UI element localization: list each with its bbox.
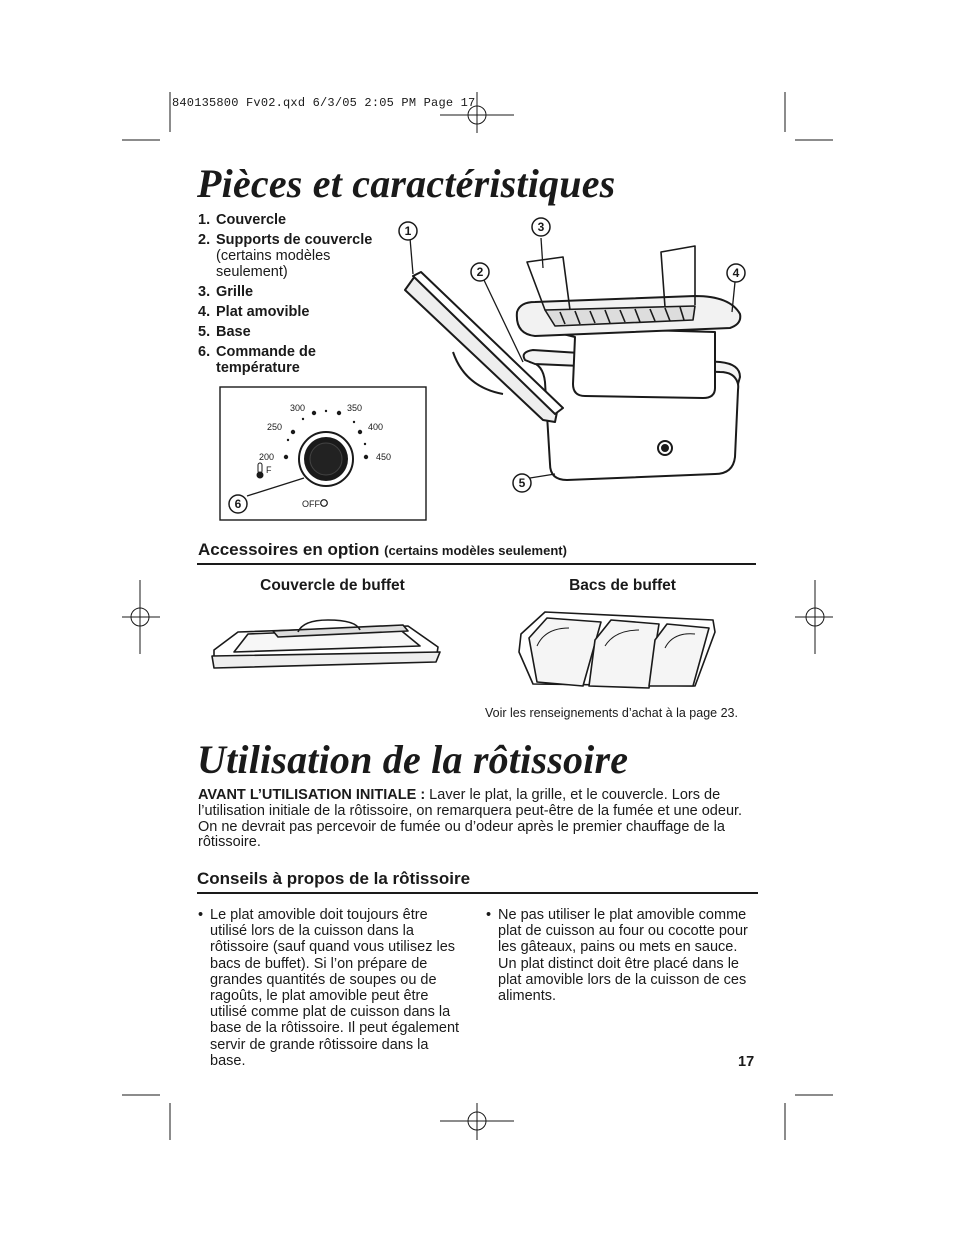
dial-tick-450: 450: [376, 452, 392, 462]
callout-4-label: 4: [732, 266, 740, 280]
temperature-dial-diagram: [219, 386, 427, 521]
dial-tick-200: 200: [259, 452, 275, 462]
dial-tick-300: 300: [290, 403, 306, 413]
parts-list-number: 1.: [198, 212, 211, 228]
tip-item-1: [198, 907, 465, 1069]
buffet-pans-illustration: [515, 610, 720, 692]
registration-mark-right: [795, 580, 833, 654]
registration-mark-bottom: [440, 1103, 514, 1140]
tip-text: Le plat amovible doit toujours être utilisé lors de la cuisson dans la rôtissoire (sauf quand vous utilisez les bacs de buffet). Si l’on prépare de grandes quantités de soupes ou de ragoûts, le plat amovible peut être utilisé comme plat de cuisson dans la base de la rôtissoire. Il peut également servir de grande rôtissoire dans la base.: [210, 907, 460, 1069]
parts-list-number: 5.: [198, 324, 211, 340]
print-slug: 840135800 Fv02.qxd 6/3/05 2:05 PM Page 17: [172, 96, 476, 110]
section-rule: [197, 563, 756, 565]
parts-list-item: [198, 284, 398, 300]
parts-list-label: Supports de couvercle: [216, 232, 373, 248]
parts-list-item: [198, 212, 398, 228]
parts-list-label: Base: [216, 324, 251, 340]
registration-mark-top: [440, 92, 514, 133]
parts-list-label: Couvercle: [216, 212, 287, 228]
section-rule: [197, 892, 758, 894]
parts-list-number: 3.: [198, 284, 211, 300]
accessory-label-buffet-pans: Bacs de buffet: [569, 577, 676, 594]
dial-tick-400: 400: [368, 422, 384, 432]
rack: [527, 246, 695, 326]
callout-3-label: 3: [537, 220, 545, 234]
accessories-heading-note: (certains modèles seulement): [384, 543, 567, 558]
registration-mark-left: [122, 580, 160, 654]
page-title-parts: Pièces et caractéristiques: [197, 161, 616, 206]
parts-list-item: [198, 344, 398, 376]
page-number: 17: [738, 1054, 755, 1070]
parts-list-item: [198, 304, 398, 320]
parts-list-number: 4.: [198, 304, 211, 320]
callout-1-label: 1: [404, 224, 412, 238]
parts-list-item: [198, 232, 398, 280]
tip-text: Ne pas utiliser le plat amovible comme plat de cuisson au four ou cocotte pour les gâteaux, pains ou mets en sauce. Un plat distinct doit être placé dans le plat amovible lors de la cuisson de ces aliments.: [498, 907, 748, 1005]
accessories-heading: Accessoires en option (certains modèles seulement): [198, 540, 567, 559]
tip-item-2: [486, 907, 748, 1004]
off-indicator-icon: [321, 500, 328, 507]
temperature-knob: [299, 432, 353, 486]
parts-list-label: Plat amovible: [216, 304, 310, 320]
dial-tick-350: 350: [347, 403, 363, 413]
accessory-label-buffet-lid: Couvercle de buffet: [260, 577, 405, 594]
parts-list-number: 2.: [198, 232, 211, 248]
parts-list-item: [198, 324, 398, 340]
parts-list-label: Grille: [216, 284, 254, 300]
lid: [405, 276, 557, 422]
purchase-note: Voir les renseignements d’achat à la page 23.: [485, 706, 738, 720]
dial-unit: F: [266, 465, 272, 475]
parts-list-label: Commande de température: [216, 344, 316, 376]
dial-off-label: OFF: [302, 499, 320, 509]
parts-list: [198, 212, 398, 380]
parts-list-sub: (certains modèles seulement): [216, 248, 331, 280]
callout-2-label: 2: [476, 265, 484, 279]
intro-paragraph: [198, 788, 754, 851]
buffet-lid-illustration: [208, 612, 448, 680]
dial-tick-250: 250: [267, 422, 283, 432]
parts-list-number: 6.: [198, 344, 211, 360]
roaster-illustration: [395, 212, 765, 512]
page-title-use: Utilisation de la rôtissoire: [197, 737, 629, 782]
callout-6-label: 6: [234, 497, 242, 511]
thermometer-icon: [257, 463, 263, 478]
tips-heading: Conseils à propos de la rôtissoire: [197, 869, 471, 888]
bullet-icon: •: [486, 907, 492, 923]
bullet-icon: •: [198, 907, 204, 923]
callout-5-label: 5: [518, 476, 526, 490]
intro-bold: AVANT L’UTILISATION INITIALE :: [198, 787, 426, 803]
intro-text: Laver le plat, la grille, et le couvercle. Lors de l’utilisation initiale de la rôtissoire, on remarquera peut-être de la fumée et une odeur. On ne devrait pas percevoir de fumée ou d’odeur après le premier chauffage de la rôtissoire.: [198, 787, 743, 851]
